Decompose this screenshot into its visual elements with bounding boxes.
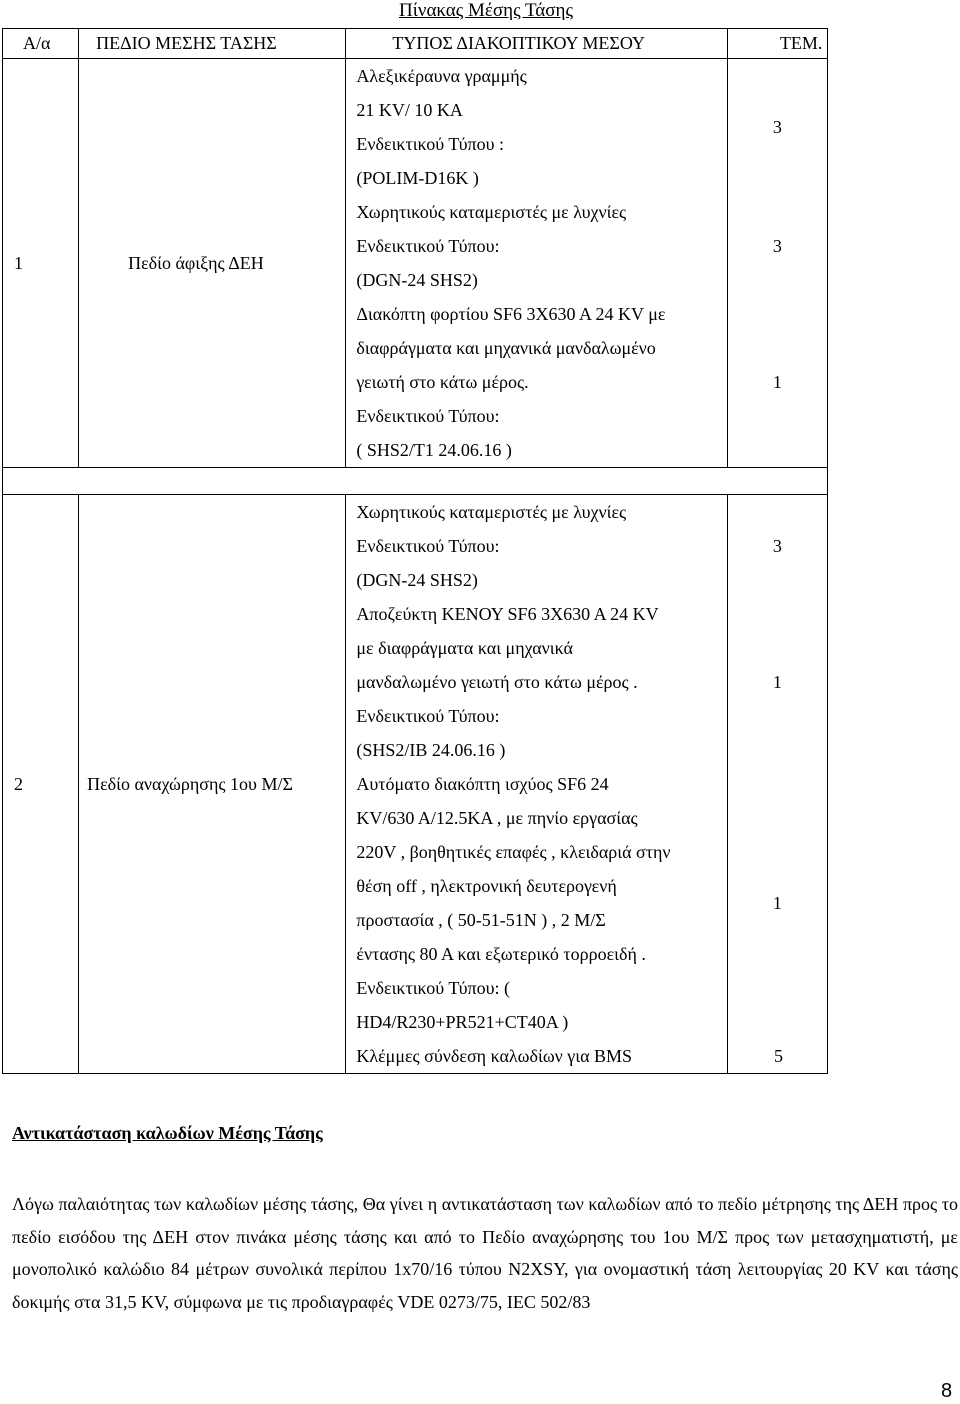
field-name: Πεδίο άφιξης ΔΕΗ: [79, 59, 346, 468]
item-line: με διαφράγματα και μηχανικά: [356, 638, 573, 658]
item-line: KV/630 A/12.5KA , με πηνίο εργασίας: [356, 808, 638, 828]
header-qty: ΤΕΜ.: [727, 29, 827, 59]
table-caption: Πίνακας Μέσης Τάσης: [399, 0, 573, 21]
row-number: 1: [3, 59, 79, 468]
item-description: [346, 495, 727, 598]
item-line: Ενδεικτικού Τύπου:: [356, 536, 500, 556]
item-qty: 3: [727, 495, 827, 598]
item-qty: 3: [727, 59, 827, 196]
item-line: Κλέμμες σύνδεση καλωδίων για BMS: [356, 1046, 633, 1066]
item-qty: 1: [727, 597, 827, 767]
item-line: Αυτόματο διακόπτη ισχύος SF6 24: [356, 774, 609, 794]
item-line: Ενδεικτικού Τύπου:: [356, 236, 500, 256]
item-description: [346, 1039, 727, 1074]
item-description: [346, 597, 727, 767]
item-line: ( SHS2/T1 24.06.16 ): [356, 440, 512, 460]
item-line: 220V , βοηθητικές επαφές , κλειδαριά στην: [356, 842, 671, 862]
table-row: [3, 59, 828, 196]
item-qty: 5: [727, 1039, 827, 1074]
item-line: HD4/R230+PR521+CT40A ): [356, 1012, 569, 1032]
row-number: 2: [3, 495, 79, 1074]
item-line: έντασης 80 Α και εξωτερικό τορροειδή .: [356, 944, 646, 964]
item-line: (POLIM-D16K ): [356, 168, 479, 188]
item-description: [346, 297, 727, 468]
item-qty: 1: [727, 767, 827, 1039]
item-line: Ενδεικτικού Τύπου: (: [356, 978, 511, 998]
header-aa: Α/α: [3, 29, 79, 59]
item-line: Ενδεικτικού Τύπου:: [356, 406, 500, 426]
item-line: Αποζεύκτη ΚΕΝΟΥ SF6 3X630 A 24 KV: [356, 604, 659, 624]
item-line: μανδαλωμένο γειωτή στο κάτω μέρος .: [356, 672, 638, 692]
medium-voltage-table: [2, 28, 828, 1074]
body-paragraph: Λόγω παλαιότητας των καλωδίων μέσης τάσης, Θα γίνει η αντικατάσταση των καλωδίων από το πεδίο μέτρησης της ΔΕΗ προς το πεδίο εισόδου της ΔΕΗ στον πινάκα μέσης τάσης και από το Πεδίο αναχώρησης του 1ου Μ/Σ προς των μετασχηματιστή, με μονοπολικό καλώδιο 84 μέτρων συνολικά περίπου 1x70/16 τύπου N2XSY, για ονομαστική τάση λειτουργίας 20 KV και τάσης δοκιμής στα 31,5 KV, σύμφωνα με τις προδιαγραφές VDE 0273/75, IEC 502/83: [12, 1194, 958, 1312]
item-line: διαφράγματα και μηχανικά μανδαλωμένο: [356, 338, 656, 358]
item-description: [346, 59, 727, 196]
item-line: (DGN-24 SHS2): [356, 570, 478, 590]
table-header-row: [3, 29, 828, 59]
item-qty: 3: [727, 195, 827, 297]
item-description: [346, 195, 727, 297]
field-name: Πεδίο αναχώρησης 1ου Μ/Σ: [79, 495, 346, 1074]
page-number: 8: [941, 1380, 953, 1402]
item-line: Ενδεικτικού Τύπου:: [356, 706, 500, 726]
item-line: Ενδεικτικού Τύπου :: [356, 134, 505, 154]
item-line: Διακόπτη φορτίου SF6 3X630 A 24 KV με: [356, 304, 666, 324]
item-line: (DGN-24 SHS2): [356, 270, 478, 290]
header-switch-type: ΤΥΠΟΣ ΔΙΑΚΟΠΤΙΚΟΥ ΜΕΣΟΥ: [346, 29, 727, 59]
spacer-row: [3, 468, 828, 495]
item-line: Χωρητικούς καταμεριστές με λυχνίες: [356, 502, 627, 522]
item-qty: 1: [727, 297, 827, 468]
item-line: προστασία , ( 50-51-51N ) , 2 Μ/Σ: [356, 910, 606, 930]
item-line: (SHS2/IB 24.06.16 ): [356, 740, 506, 760]
item-description: [346, 767, 727, 1039]
item-line: γειωτή στο κάτω μέρος.: [356, 372, 529, 392]
section-heading: Αντικατάσταση καλωδίων Μέσης Τάσης: [12, 1123, 323, 1143]
item-line: θέση off , ηλεκτρονική δευτερογενή: [356, 876, 617, 896]
item-line: Χωρητικούς καταμεριστές με λυχνίες: [356, 202, 627, 222]
table-row: [3, 495, 828, 598]
header-field: ΠΕΔΙΟ ΜΕΣΗΣ ΤΑΣΗΣ: [79, 29, 346, 59]
item-line: 21 KV/ 10 KA: [356, 100, 463, 120]
spacer-cell: [3, 468, 828, 495]
item-line: Αλεξικέραυνα γραμμής: [356, 66, 527, 86]
